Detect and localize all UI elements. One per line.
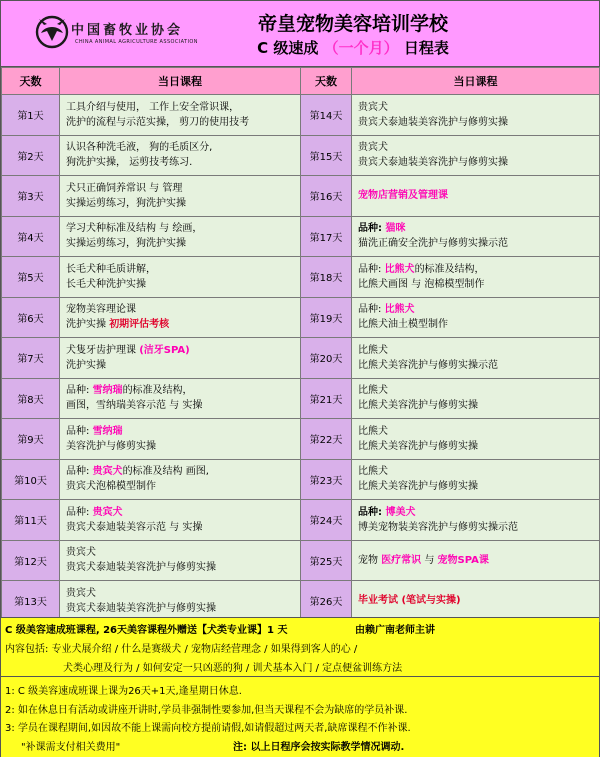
subtitle-duration: （一个月） xyxy=(323,39,399,57)
course-text: 宠物美容理论课 xyxy=(66,304,136,316)
day-cell: 第6天 xyxy=(2,297,60,338)
day-cell: 第12天 xyxy=(2,540,60,581)
column-header-day: 天数 xyxy=(2,68,60,95)
course-text: 贵宾犬泰迪装美容洗护与修剪实操 xyxy=(66,602,216,614)
logo-name-en: CHINA ANIMAL AGRICULTURE ASSOCIATION xyxy=(75,39,198,45)
table-row xyxy=(2,176,600,217)
course-text: 品种: xyxy=(358,304,385,316)
course-cell xyxy=(352,459,600,500)
column-header-course: 当日课程 xyxy=(60,68,301,95)
day-cell: 第10天 xyxy=(2,459,60,500)
course-text: 品种: xyxy=(66,466,93,478)
course-text: 贵宾犬 xyxy=(358,101,388,113)
table-row xyxy=(2,257,600,298)
course-cell xyxy=(352,297,600,338)
course-highlight: 贵宾犬 xyxy=(92,506,123,518)
day-cell: 第19天 xyxy=(301,297,352,338)
course-highlight: 猫咪 xyxy=(385,223,406,235)
schedule-body xyxy=(2,95,600,622)
course-text: 美容洗护与修剪实操 xyxy=(66,440,156,452)
day-cell: 第24天 xyxy=(301,500,352,541)
table-row xyxy=(2,135,600,176)
course-text: 学习犬种标准及结构 与 绘画， xyxy=(66,223,203,235)
course-text: 与 xyxy=(421,554,438,566)
course-text: 犬隻牙齿护理课 xyxy=(66,344,140,356)
course-cell xyxy=(352,540,600,581)
day-cell: 第18天 xyxy=(301,257,352,298)
course-cell xyxy=(352,581,600,622)
course-text: 长毛犬种毛质讲解， xyxy=(66,263,156,275)
course-cell xyxy=(60,338,301,379)
course-highlight: 宠物店营销及管理课 xyxy=(358,190,448,202)
course-cell xyxy=(352,338,600,379)
course-text: 的标准及结构， xyxy=(122,385,193,397)
course-text: 犬只正确饲养常识 与 管理 xyxy=(66,182,183,194)
day-cell: 第17天 xyxy=(301,216,352,257)
course-cell xyxy=(352,95,600,136)
course-text: 贵宾犬泰迪装美容洗护与修剪实操 xyxy=(358,157,508,169)
day-cell: 第21天 xyxy=(301,378,352,419)
day-cell: 第7天 xyxy=(2,338,60,379)
table-row xyxy=(2,500,600,541)
course-text: 认识各种洗毛液， 狗的毛质区分, xyxy=(66,142,213,154)
course-cell xyxy=(352,135,600,176)
table-row xyxy=(2,338,600,379)
course-text: 的标准及结构 画图, xyxy=(122,466,209,478)
day-cell: 第25天 xyxy=(301,540,352,581)
course-highlight: (洁牙SPA) xyxy=(139,344,190,356)
day-cell: 第15天 xyxy=(301,135,352,176)
day-cell: 第9天 xyxy=(2,419,60,460)
bonus-course-section xyxy=(1,617,599,677)
course-highlight: 医疗常识 xyxy=(381,554,422,566)
course-text: 比熊犬 xyxy=(358,344,388,356)
bonus-course-title: C 级美容速成班课程, 26天美容课程外赠送【犬类专业课】1 天 xyxy=(5,625,288,636)
table-row xyxy=(2,378,600,419)
day-cell: 第5天 xyxy=(2,257,60,298)
course-cell xyxy=(352,378,600,419)
course-cell xyxy=(352,257,600,298)
course-text: 贵宾犬泰迪装美容洗护与修剪实操 xyxy=(358,116,508,128)
table-row xyxy=(2,419,600,460)
course-text: 贵宾犬泰迪装美容示范 与 实操 xyxy=(66,521,203,533)
course-cell xyxy=(60,419,301,460)
bonus-course-content: 内容包括: 专业犬展介绍 / 什么是赛级犬 / 宠物店经营理念 / 如果得到客人的心 / xyxy=(5,644,358,655)
course-text: 贵宾犬 xyxy=(66,547,96,559)
course-text: 贵宾犬泡棉模型制作 xyxy=(66,481,156,493)
course-cell xyxy=(60,216,301,257)
course-text: 实操运剪练习，狗洗护实操 xyxy=(66,238,186,250)
day-cell: 第23天 xyxy=(301,459,352,500)
schedule-table xyxy=(1,67,600,622)
notes-section xyxy=(1,677,599,757)
course-emphasis: 初期评估考核 xyxy=(109,319,170,331)
course-emphasis: 毕业考试 (笔试与实操) xyxy=(358,595,461,607)
course-highlight: 雪纳瑞 xyxy=(92,425,123,437)
course-text: 实操运剪练习，狗洗护实操 xyxy=(66,197,186,209)
note-1: 1: C 级美容速成班课上课为26天+1天,逢星期日休息. xyxy=(5,686,242,697)
note-3: 3: 学员在课程期间,如因故不能上课需向校方提前请假,如请假超过两天者,缺席课程不作补课. xyxy=(5,723,411,734)
course-text: 狗洗护实操， 运剪技考练习. xyxy=(66,157,193,169)
course-text: 比熊犬油土模型制作 xyxy=(358,319,448,331)
day-cell: 第11天 xyxy=(2,500,60,541)
association-logo xyxy=(35,15,225,53)
course-text: 品种: xyxy=(66,385,93,397)
bonus-course-teacher: 由赖广南老师主讲 xyxy=(355,625,435,636)
course-cell xyxy=(60,297,301,338)
day-cell: 第4天 xyxy=(2,216,60,257)
day-cell: 第13天 xyxy=(2,581,60,622)
course-cell xyxy=(352,419,600,460)
course-text: 品种: xyxy=(358,223,386,235)
course-text: 博美宠物装美容洗护与修剪实操示范 xyxy=(358,521,518,533)
course-text: 比熊犬画图 与 泡棉模型制作 xyxy=(358,278,485,290)
bull-head-logo-icon xyxy=(35,15,69,49)
day-cell: 第1天 xyxy=(2,95,60,136)
day-cell: 第22天 xyxy=(301,419,352,460)
header xyxy=(1,1,599,67)
course-text: 猫洗正确安全洗护与修剪实操示范 xyxy=(358,238,508,250)
course-cell xyxy=(352,176,600,217)
page-subtitle xyxy=(233,37,473,58)
day-cell: 第16天 xyxy=(301,176,352,217)
course-text: 比熊犬美容洗护与修剪实操 xyxy=(358,481,478,493)
course-text: 宠物 xyxy=(358,554,382,566)
course-text: 画图，雪纳瑞美容示范 与 实操 xyxy=(66,400,203,412)
day-cell: 第3天 xyxy=(2,176,60,217)
course-text: 比熊犬 xyxy=(358,385,388,397)
course-text: 比熊犬美容洗护与修剪实操 xyxy=(358,440,478,452)
table-row xyxy=(2,540,600,581)
day-cell: 第8天 xyxy=(2,378,60,419)
course-cell xyxy=(60,540,301,581)
course-cell xyxy=(60,135,301,176)
table-row xyxy=(2,216,600,257)
table-row xyxy=(2,581,600,622)
table-header-row xyxy=(2,68,600,95)
column-header-course: 当日课程 xyxy=(352,68,600,95)
subtitle-level: C 级速成 xyxy=(257,39,319,57)
table-row xyxy=(2,459,600,500)
course-text: 洗护的流程与示范实操， 剪刀的使用技考 xyxy=(66,116,250,128)
course-highlight: 博美犬 xyxy=(385,506,416,518)
course-text: 的标准及结构， xyxy=(414,263,485,275)
course-text: 贵宾犬泰迪装美容洗护与修剪实操 xyxy=(66,562,216,574)
page-title: 帝皇宠物美容培训学校 xyxy=(257,13,448,35)
course-text: 品种: xyxy=(358,506,386,518)
course-cell xyxy=(60,257,301,298)
course-text: 比熊犬 xyxy=(358,425,388,437)
course-cell xyxy=(352,500,600,541)
day-cell: 第2天 xyxy=(2,135,60,176)
note-4-fee: "补课需支付相关费用" xyxy=(21,742,121,753)
day-cell: 第26天 xyxy=(301,581,352,622)
course-cell xyxy=(60,378,301,419)
course-text: 比熊犬美容洗护与修剪实操示范 xyxy=(358,359,498,371)
course-highlight: 宠物SPA课 xyxy=(437,554,489,566)
course-text: 品种: xyxy=(66,425,93,437)
bonus-course-content-cont: 犬类心理及行为 / 如何安定一只凶恶的狗 / 训犬基本入门 / 定点便盆训练方法 xyxy=(63,663,403,674)
note-2: 2: 如在休息日有活动或讲座开讲时,学员非强制性要参加,但当天课程不会为缺席的学员补课. xyxy=(5,705,408,716)
course-highlight: 比熊犬 xyxy=(384,263,415,275)
table-row xyxy=(2,297,600,338)
day-cell: 第14天 xyxy=(301,95,352,136)
course-cell xyxy=(60,500,301,541)
course-text: 比熊犬美容洗护与修剪实操 xyxy=(358,400,478,412)
course-text: 工具介绍与使用， 工作上安全常识课， xyxy=(66,101,240,113)
note-4-adjust: 注: 以上日程序会按实际教学情况调动. xyxy=(233,742,405,753)
day-cell: 第20天 xyxy=(301,338,352,379)
course-cell xyxy=(60,581,301,622)
course-cell xyxy=(60,459,301,500)
logo-name-cn: 中国畜牧业协会 xyxy=(71,23,184,38)
course-text: 比熊犬 xyxy=(358,466,388,478)
course-text: 贵宾犬 xyxy=(358,142,388,154)
course-highlight: 贵宾犬 xyxy=(92,466,123,478)
course-text: 贵宾犬 xyxy=(66,587,96,599)
course-text: 洗护实操 xyxy=(66,359,106,371)
course-highlight: 比熊犬 xyxy=(384,304,415,316)
course-text: 品种: xyxy=(66,506,93,518)
course-cell xyxy=(60,95,301,136)
course-text: 洗护实操 xyxy=(66,319,110,331)
course-text: 长毛犬种洗护实操 xyxy=(66,278,146,290)
course-highlight: 雪纳瑞 xyxy=(92,385,123,397)
course-cell xyxy=(352,216,600,257)
table-row xyxy=(2,95,600,136)
course-text: 品种: xyxy=(358,263,385,275)
course-cell xyxy=(60,176,301,217)
subtitle-suffix: 日程表 xyxy=(403,39,449,57)
column-header-day: 天数 xyxy=(301,68,352,95)
